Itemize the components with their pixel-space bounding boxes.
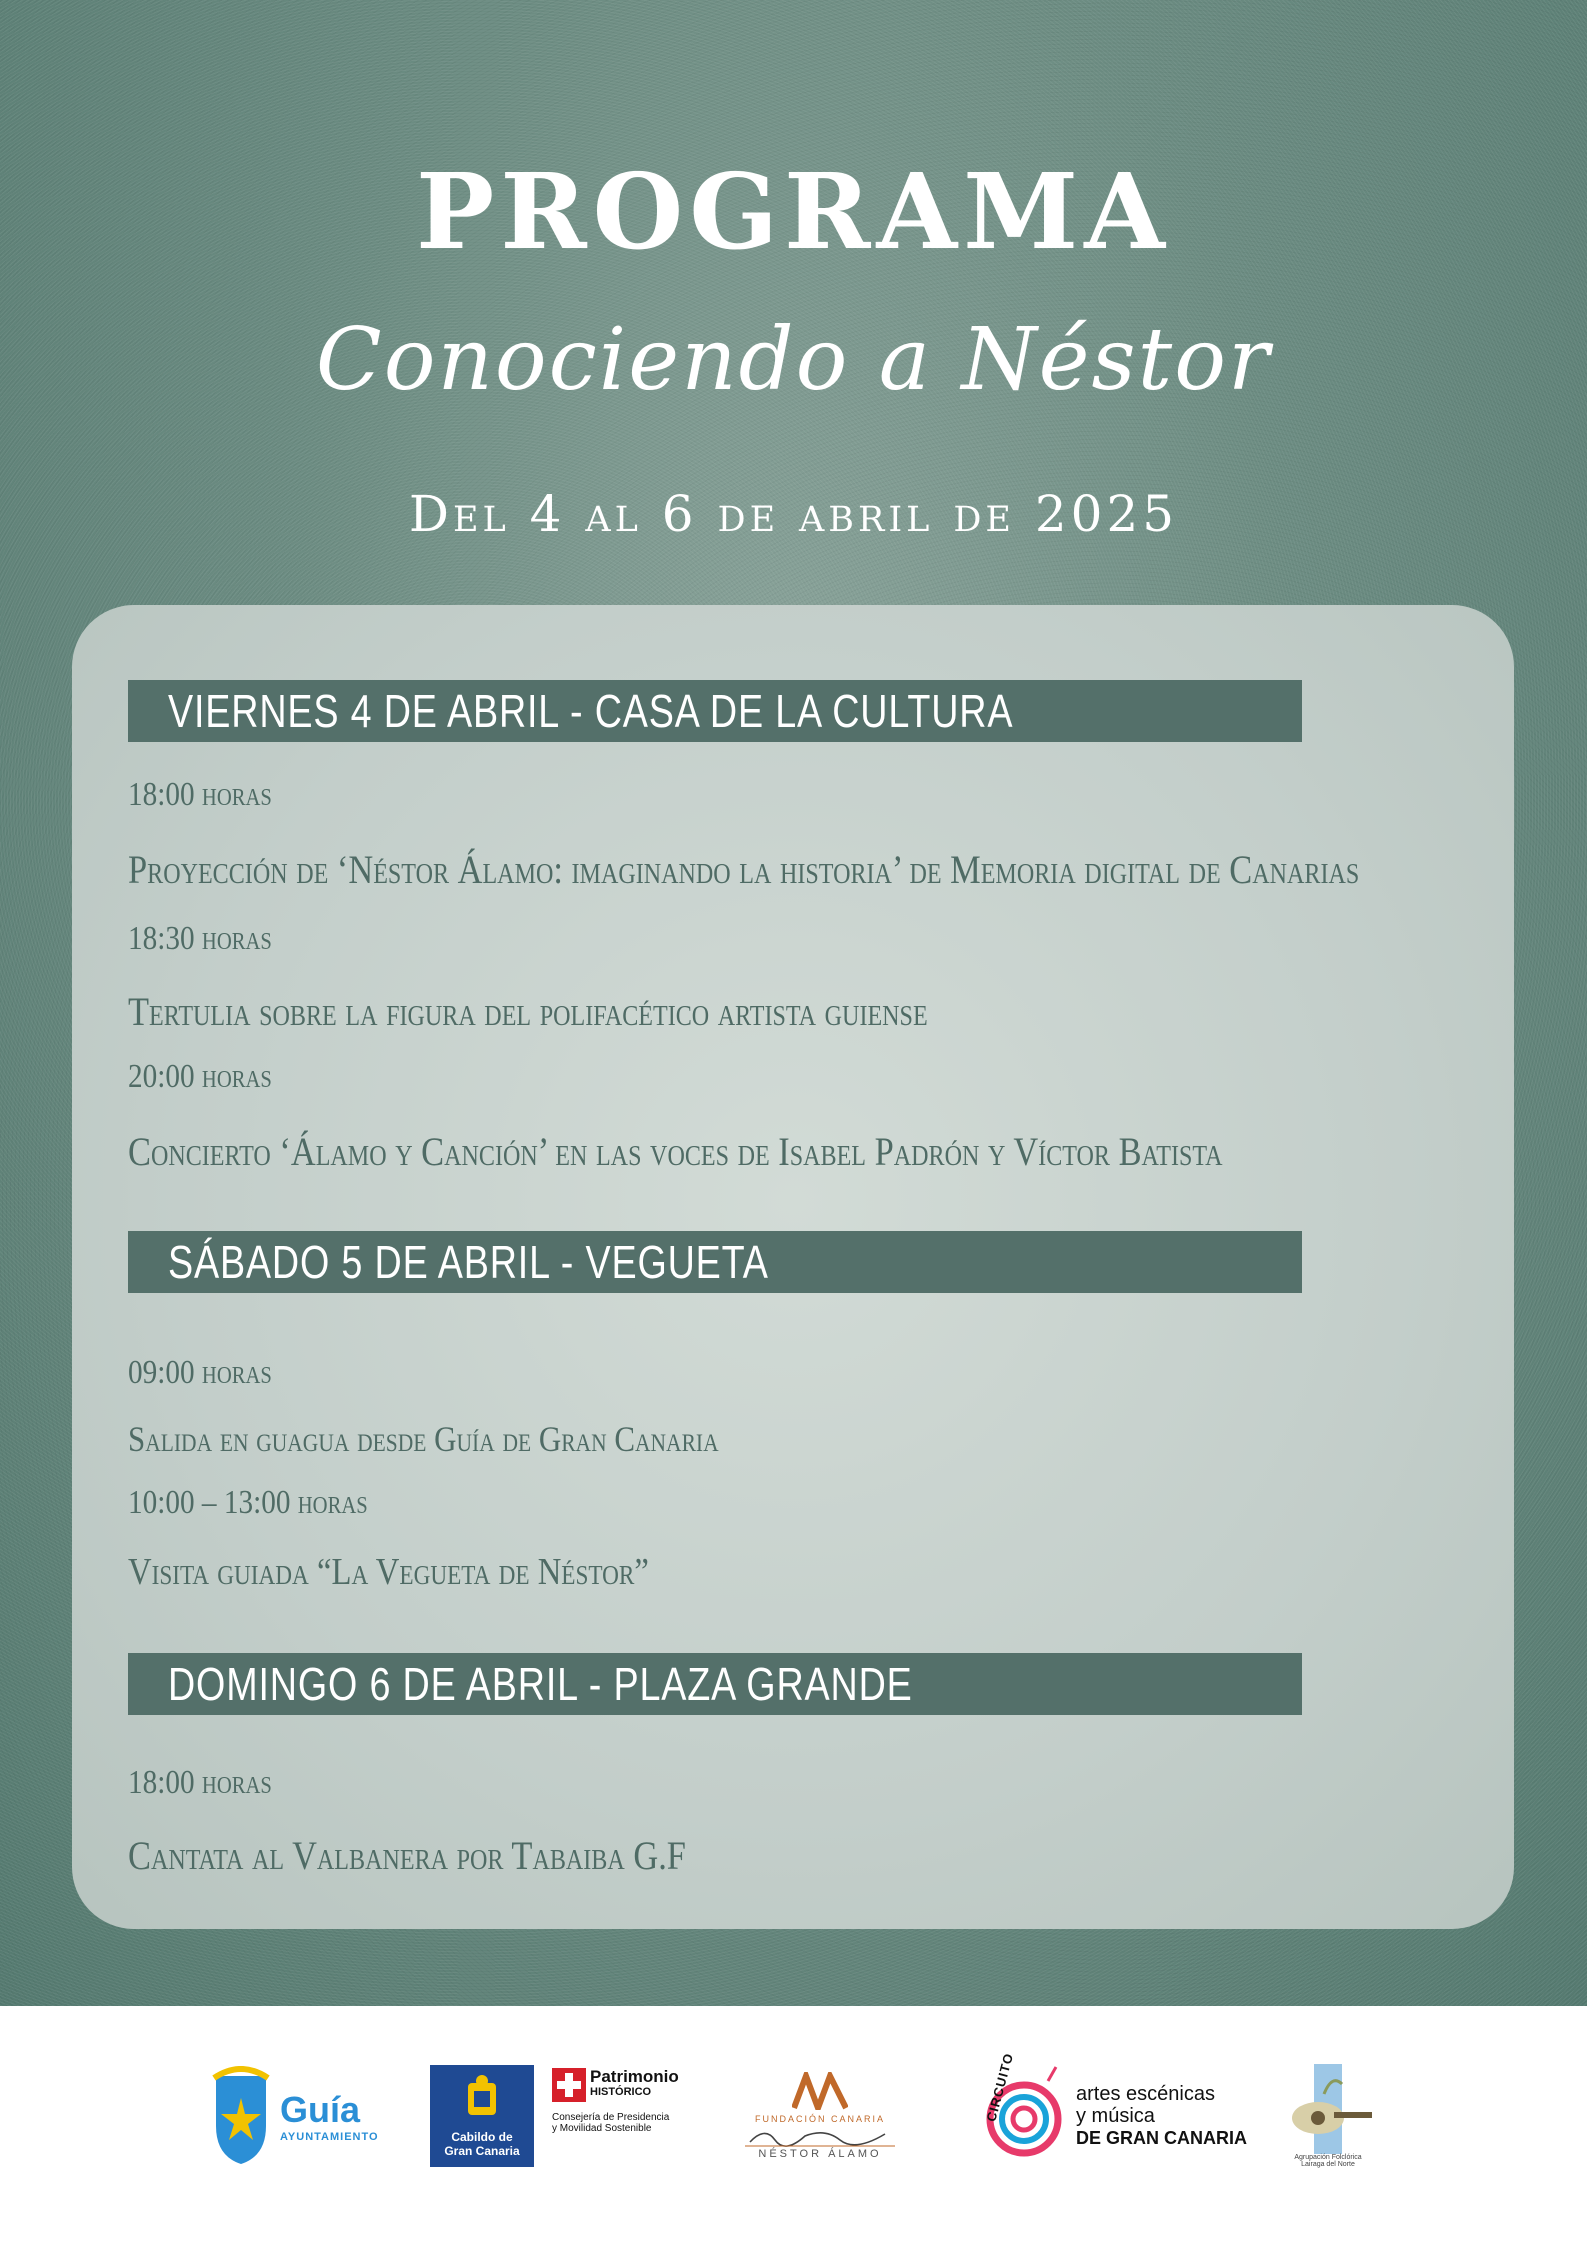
agrupacion-line2: Lairaga del Norte <box>1301 2161 1355 2168</box>
day-heading-saturday: SÁBADO 5 DE ABRIL - VEGUETA <box>128 1231 1302 1293</box>
sponsor-footer <box>0 2006 1587 2245</box>
patrimonio-name: Patrimonio <box>590 2067 679 2086</box>
timple-illustration-icon <box>1284 2064 1372 2154</box>
guia-logo <box>210 2046 410 2186</box>
circuito-spiral-icon <box>960 2061 1070 2171</box>
page-title: PROGRAMA <box>416 150 1171 273</box>
event-time: 18:30 horas <box>128 920 272 957</box>
event-activity: Visita guiada “La Vegueta de Néstor” <box>128 1551 649 1593</box>
fundacion-logo <box>735 2046 905 2186</box>
cabildo-crest-icon <box>460 2073 504 2125</box>
cabildo-line2: Gran Canaria <box>444 2144 520 2158</box>
guia-name: Guía <box>280 2089 361 2130</box>
event-time: 18:00 horas <box>128 1764 272 1801</box>
event-time: 09:00 horas <box>128 1354 272 1391</box>
event-activity: Concierto ‘Álamo y Canción’ en las voces de Isabel Padrón y Víctor Batista <box>128 1129 1223 1174</box>
patrimonio-logo <box>552 2046 732 2208</box>
event-activity: Salida en guagua desde Guía de Gran Canaria <box>128 1419 719 1459</box>
day-heading-sunday: DOMINGO 6 DE ABRIL - PLAZA GRANDE <box>128 1653 1302 1715</box>
event-time: 10:00 – 13:00 horas <box>128 1484 368 1521</box>
patrimonio-cross-icon <box>552 2068 586 2102</box>
fundacion-ma-icon <box>792 2072 848 2110</box>
event-activity: Cantata al Valbanera por Tabaiba G.F <box>128 1833 686 1878</box>
event-time: 18:00 horas <box>128 776 272 813</box>
patrimonio-sub1: Consejería de Presidencia <box>552 2112 670 2123</box>
day-heading-friday: VIERNES 4 DE ABRIL - CASA DE LA CULTURA <box>128 680 1302 742</box>
event-activity: Proyección de ‘Néstor Álamo: imaginando la historia’ de Memoria digital de Canarias <box>128 847 1360 892</box>
agrupacion-logo <box>1278 2046 1378 2186</box>
page-subtitle: Conociendo a Néstor <box>315 310 1272 410</box>
event-time: 20:00 horas <box>128 1058 272 1095</box>
event-activity: Tertulia sobre la figura del polifacético artista guiense <box>128 989 928 1034</box>
patrimonio-name2: HISTÓRICO <box>590 2086 652 2098</box>
guia-sub: AYUNTAMIENTO <box>280 2131 379 2143</box>
date-range: Del 4 al 6 de abril de 2025 <box>408 485 1179 543</box>
circuito-logo <box>960 2046 1260 2186</box>
cabildo-line1: Cabildo de <box>451 2130 513 2144</box>
cabildo-logo <box>430 2046 534 2186</box>
circuito-ring-text: CIRCUITO <box>983 2051 1017 2124</box>
patrimonio-sub2: y Movilidad Sostenible <box>552 2123 652 2134</box>
circuito-line3: DE GRAN CANARIA <box>1076 2128 1247 2148</box>
agrupacion-line1: Agrupación Folclórica <box>1294 2154 1362 2161</box>
circuito-line1: artes escénicas <box>1076 2083 1215 2105</box>
fundacion-bottom: NÉSTOR ÁLAMO <box>758 2148 882 2160</box>
circuito-line2: y música <box>1076 2105 1155 2127</box>
guia-shield-icon <box>210 2066 272 2166</box>
signature-icon <box>745 2124 895 2148</box>
fundacion-top: FUNDACIÓN CANARIA <box>754 2114 885 2124</box>
